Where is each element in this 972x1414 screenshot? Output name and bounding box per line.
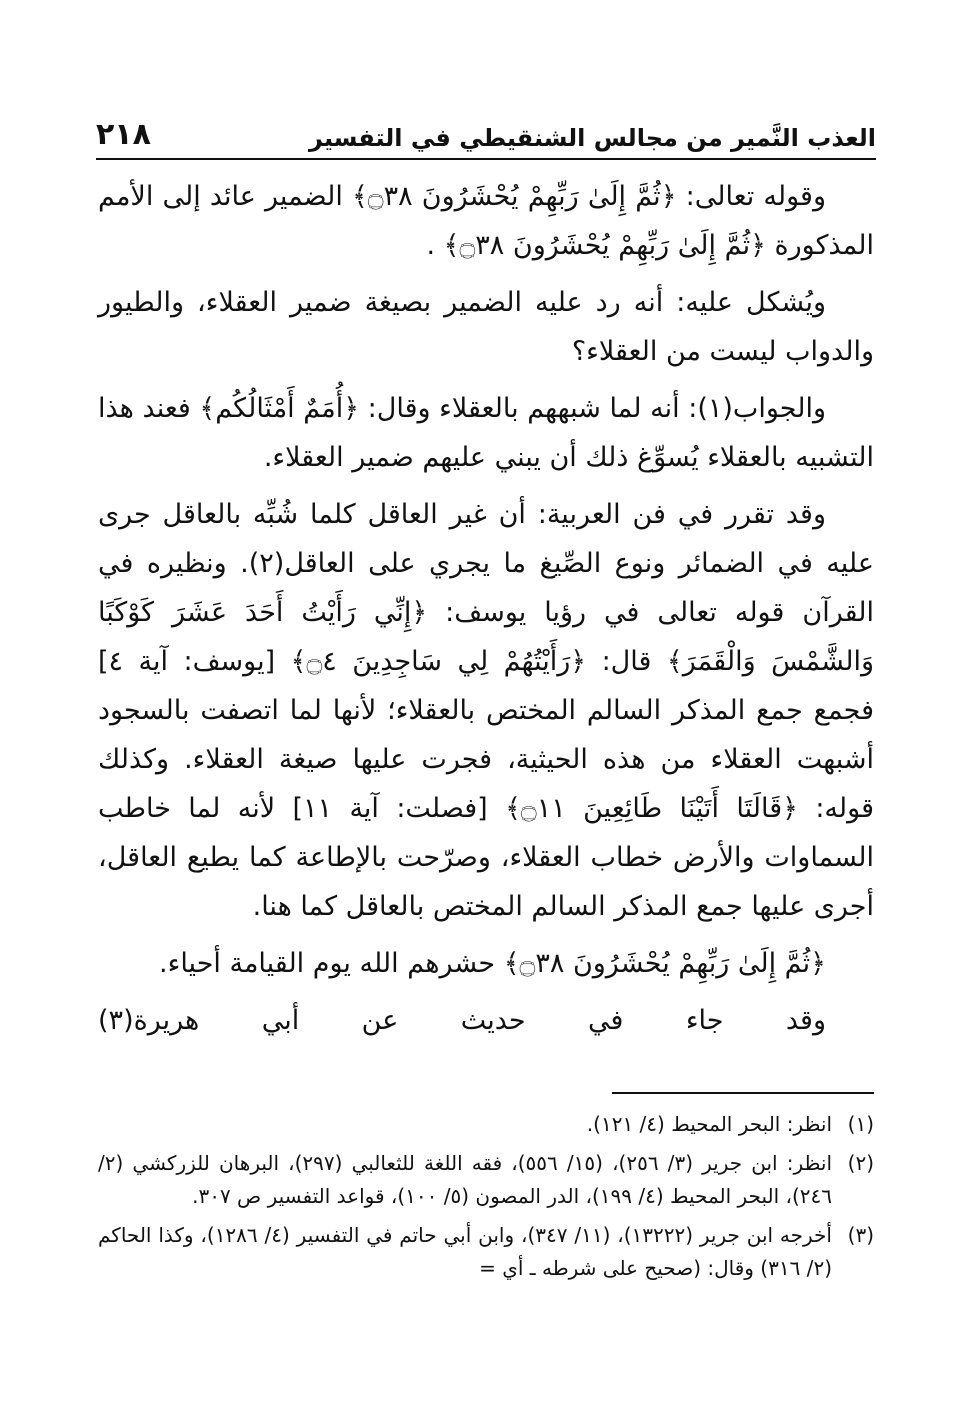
paragraph: وقد جاء في حديث عن أبي هريرة(٣) [98,1005,826,1036]
running-title: العذب النَّمير من مجالس الشنقيطي في التفسير [309,124,876,152]
paragraph: ﴿ثُمَّ إِلَىٰ رَبِّهِمْ يُحْشَرُونَ ۝٣٨﴾ حشرهم الله يوم القيامة أحياء. [159,948,826,979]
page-header [96,108,876,160]
footnote-text: انظر: البحر المحيط (٤/ ١٢١). [586,1112,832,1136]
footnote-number: (١) [847,1112,874,1136]
paragraph: وقوله تعالى: ﴿ثُمَّ إِلَىٰ رَبِّهِمْ يُحْشَرُونَ ۝٣٨﴾ الضمير عائد إلى الأمم المذكورة ﴿ثُمَّ إِلَىٰ رَبِّهِمْ يُحْشَرُونَ ۝٣٨﴾ . [98,181,874,261]
footnote-text: انظر: ابن جرير (٣/ ٢٥٦)، (١٥/ ٥٥٦)، فقه اللغة للثعالبي (٢٩٧)، البرهان للزركشي (٢/ ٢٤٦)، البحر المحيط (٤/ ١٩٩)، الدر المصون (٥/ ١٠٠)، قواعد التفسير ص ٣٠٧. [98,1151,833,1208]
footnote-number: (٢) [847,1151,874,1175]
paragraph: وقد تقرر في فن العربية: أن غير العاقل كلما شُبِّه بالعاقل جرى عليه في الضمائر ونوع الصِّيغ ما يجري على العاقل(٢). ونظيره في القرآن قوله تعالى في رؤيا يوسف: ﴿إِنِّي رَأَيْتُ أَحَدَ عَشَرَ كَوْكَبًا وَالشَّمْسَ وَالْقَمَرَ﴾ قال: ﴿رَأَيْتُهُمْ لِي سَاجِدِينَ ۝٤﴾ [يوسف: آية ٤] فجمع جمع المذكر السالم المختص بالعقلاء؛ لأنها لما اتصفت بالسجود أشبهت العقلاء من هذه الحيثية، فجرت عليها صيغة العقلاء. وكذلك قوله: ﴿قَالَتَا أَتَيْنَا طَائِعِينَ ۝١١﴾ [فصلت: آية ١١] لأنه لما خاطب السماوات والأرض خطاب العقلاء، وصرّحت بالإطاعة كما يطيع العاقل، أجرى عليها جمع المذكر السالم المختص بالعاقل كما هنا. [98,499,874,922]
footnote-separator [612,1092,874,1094]
footnote [98,1219,874,1285]
footnote [98,1108,874,1141]
footnote [98,1147,874,1213]
footnote-number: (٣) [847,1223,874,1247]
body-text [98,172,874,1053]
footnotes [98,1108,874,1291]
paragraph: والجواب(١): أنه لما شبههم بالعقلاء وقال: ﴿أُمَمٌ أَمْثَالُكُم﴾ فعند هذا التشبيه بالعقلاء يُسوِّغ ذلك أن يبني عليهم ضمير العقلاء. [98,393,874,473]
page-number: ٢١٨ [96,117,151,152]
footnote-text: أخرجه ابن جرير (١٣٢٢٢)، (١١/ ٣٤٧)، وابن أبي حاتم في التفسير (٤/ ١٢٨٦)، وكذا الحاكم (٢/ ٣١٦) وقال: (صحيح على شرطه ـ أي = [98,1223,832,1280]
paragraph: ويُشكل عليه: أنه رد عليه الضمير بصيغة ضمير العقلاء، والطيور والدواب ليست من العقلاء؟ [98,287,874,367]
